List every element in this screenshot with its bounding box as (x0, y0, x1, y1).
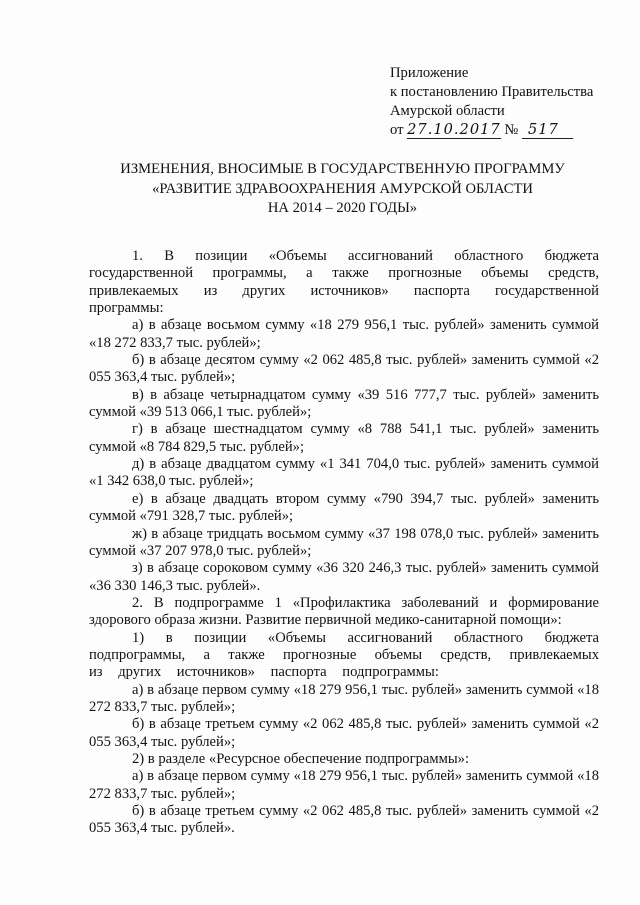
title-line-2: «РАЗВИТИЕ ЗДРАВООХРАНЕНИЯ АМУРСКОЙ ОБЛАСТИ (152, 180, 533, 197)
paragraph-2-2: 2) в разделе «Ресурсное обеспечение подпрограммы»: (132, 750, 469, 767)
paragraph-1: 1. В позиции «Объемы ассигнований областного бюджета государственной программы, а также прогнозные объемы средств, привлекаемых из других источников» паспорта государственной программы: (89, 248, 599, 317)
title-line-1: ИЗМЕНЕНИЯ, ВНОСИМЫЕ В ГОСУДАРСТВЕННУЮ ПРОГРАММУ (120, 161, 565, 177)
paragraph-1d: д) в абзаце двадцатом сумму «1 341 704,0 тыс. рублей» заменить суммой «1 342 638,0 тыс. рублей»; (89, 456, 599, 490)
appendix-resolution: к постановлению Правительства (390, 84, 594, 100)
appendix-block (390, 64, 593, 140)
appendix-region: Амурской области (390, 103, 505, 119)
handwritten-number: 517 (522, 122, 573, 139)
document-body (89, 248, 599, 838)
paragraph-2-1: 1) в позиции «Объемы ассигнований областного бюджета подпрограммы, а также прогнозные объемы средств, привлекаемых из других источников» паспорта подпрограммы: (89, 629, 599, 681)
paragraph-1v: в) в абзаце четырнадцатом сумму «39 516 777,7 тыс. рублей» заменить суммой «39 513 066,1 тыс. рублей»; (89, 386, 599, 421)
paragraph-1e: е) в абзаце двадцать втором сумму «790 394,7 тыс. рублей» заменить суммой «791 328,7 тыс. рублей»; (89, 490, 599, 525)
from-label: от (390, 122, 404, 138)
paragraph-2-1a: а) в абзаце первом сумму «18 279 956,1 тыс. рублей» заменить суммой «18 272 833,7 тыс. рублей»; (89, 681, 599, 715)
paragraph-1zh: ж) в абзаце тридцать восьмом сумму «37 198 078,0 тыс. рублей» заменить суммой «37 207 978,0 тыс. рублей»; (89, 525, 599, 559)
paragraph-1z: з) в абзаце сороковом сумму «36 320 246,3 тыс. рублей» заменить суммой «36 330 146,3 тыс. рублей». (89, 560, 599, 594)
document-title (90, 160, 595, 219)
paragraph-1b: б) в абзаце десятом сумму «2 062 485,8 тыс. рублей» заменить суммой «2 055 363,4 тыс. рублей»; (89, 352, 599, 386)
paragraph-2-1b: б) в абзаце третьем сумму «2 062 485,8 тыс. рублей» заменить суммой «2 055 363,4 тыс. рублей»; (89, 716, 599, 750)
appendix-title: Приложение (390, 65, 469, 81)
paragraph-1g: г) в абзаце шестнадцатом сумму «8 788 541,1 тыс. рублей» заменить суммой «8 784 829,5 тыс. рублей»; (89, 421, 599, 455)
title-line-3: НА 2014 – 2020 ГОДЫ» (267, 200, 418, 216)
number-label: № (504, 122, 519, 138)
paragraph-1a: а) в абзаце восьмом сумму «18 279 956,1 тыс. рублей» заменить суммой «18 272 833,7 тыс. рублей»; (89, 317, 599, 351)
handwritten-date: 27.10.2017 (407, 121, 501, 138)
appendix-date-line (390, 121, 593, 140)
paragraph-2: 2. В подпрограмме 1 «Профилактика заболеваний и формирование здорового образа жизни. Развитие первичной медико-санитарной помощи»: (89, 594, 599, 629)
paragraph-2-2b: б) в абзаце третьем сумму «2 062 485,8 тыс. рублей» заменить суммой «2 055 363,4 тыс. рублей». (89, 803, 599, 837)
paragraph-2-2a: а) в абзаце первом сумму «18 279 956,1 тыс. рублей» заменить суммой «18 272 833,7 тыс. рублей»; (89, 768, 599, 802)
